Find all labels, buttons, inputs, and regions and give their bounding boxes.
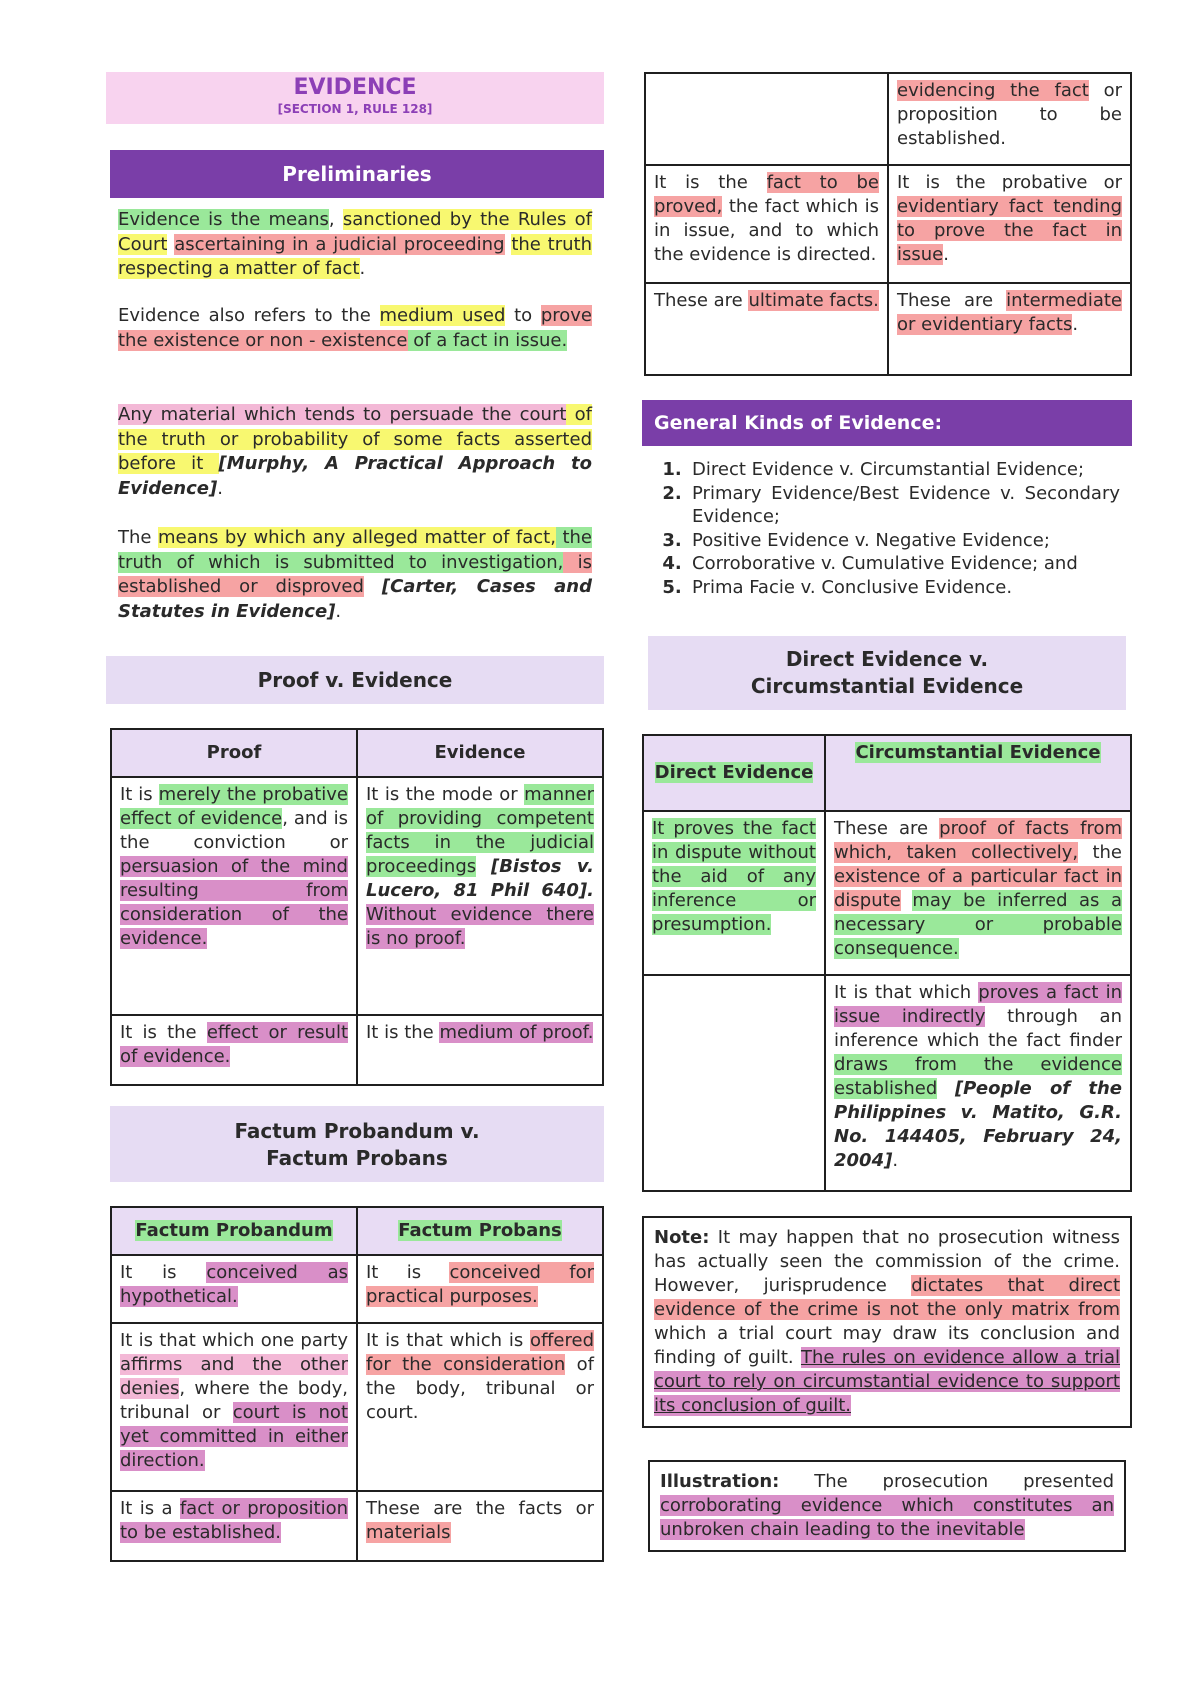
text: materials (366, 1522, 451, 1543)
text: persuasion of the mind resulting from consideration of the evidence. (120, 856, 348, 949)
list-item: 2. Primary Evidence/Best Evidence v. Secondary Evidence; (688, 482, 1120, 529)
text: through an inference which the fact finder (834, 1006, 1122, 1051)
table-cell (645, 283, 888, 375)
table-cell (357, 1255, 603, 1323)
factum-heading-line: Factum Probandum v. (234, 1119, 480, 1143)
text: Evidence also refers to the (118, 305, 380, 326)
text: the truth of which is submitted to investigation, (118, 527, 592, 573)
text (364, 576, 382, 597)
text: affirms and the other denies (120, 1354, 348, 1399)
direct-v-circ-heading (648, 636, 1126, 710)
text: effect or result of evidence. (120, 1022, 348, 1067)
text: is established or disproved (118, 551, 592, 597)
list-item: 3. Positive Evidence v. Negative Evidence; (688, 529, 1120, 553)
table-cell (111, 1255, 357, 1323)
preliminaries-p1 (118, 208, 592, 282)
general-kinds-heading (642, 400, 1132, 446)
text: It is that which one party (120, 1330, 348, 1351)
text: These are (654, 290, 749, 311)
preliminaries-p3 (118, 403, 592, 501)
page-title: EVIDENCE (293, 75, 417, 100)
text: of a fact in issue. (407, 329, 568, 351)
note-box (642, 1216, 1132, 1428)
text: proof of facts from which, taken collectively, (834, 818, 1123, 863)
text: evidentiary fact tending to prove the fact in issue (897, 196, 1122, 265)
text: corroborating evidence which constitutes an unbroken chain leading to the inevitable (660, 1495, 1114, 1540)
table-cell (645, 165, 888, 283)
text: It is (120, 784, 159, 805)
preliminaries-heading-text: Preliminaries (282, 162, 432, 186)
text: sanctioned by the Rules of Court (118, 209, 592, 255)
text (901, 890, 913, 911)
list-item: 1. Direct Evidence v. Circumstantial Evidence; (688, 458, 1120, 482)
illustration-label: Illustration: (660, 1471, 780, 1492)
general-kinds-list (642, 458, 1120, 599)
text: Any material which tends to persuade the court (118, 404, 567, 425)
factum-table (110, 1206, 604, 1562)
preliminaries-p4 (118, 526, 592, 624)
text: , where the body, tribunal or (120, 1378, 348, 1423)
table-cell (888, 73, 1131, 165)
illustration-box (648, 1460, 1126, 1552)
text: evidencing the fact (897, 80, 1089, 101)
text: conceived for practical purposes. (366, 1262, 594, 1307)
kinds-ordered-list (642, 458, 1120, 599)
text: . (335, 600, 342, 622)
text: Direct Evidence (654, 762, 814, 783)
citation: [Bistos v. Lucero, 81 Phil 640]. (366, 856, 594, 901)
text: Circumstantial Evidence (855, 742, 1101, 763)
text: Without evidence there is no proof. (366, 904, 594, 949)
table-cell (357, 1015, 603, 1085)
table-cell (357, 777, 603, 1015)
text: These are (834, 818, 940, 839)
factum-heading-line: Factum Probans (266, 1146, 448, 1170)
text: conceived as hypothetical. (120, 1262, 348, 1307)
column-header (643, 735, 825, 811)
text: proves a fact in issue indirectly (834, 982, 1122, 1027)
table-cell (888, 283, 1131, 375)
proof-v-evidence-table (110, 728, 604, 1086)
text: fact or proposition to be established. (120, 1498, 348, 1543)
text: It is that which is (366, 1330, 530, 1351)
text: It is the (366, 1022, 440, 1043)
direct-v-circ-heading-line: Circumstantial Evidence (750, 674, 1024, 698)
text: It is the mode or (366, 784, 525, 805)
column-header: Evidence (357, 729, 603, 777)
text: It is the probative or (897, 172, 1122, 193)
text: fact to be proved, (654, 172, 879, 217)
text: . (359, 258, 366, 279)
text: It proves the fact in dispute without the aid of any inference or presumption. (652, 818, 816, 935)
text: It is (120, 1262, 207, 1283)
text: manner of providing competent facts in the judicial proceedings (366, 784, 594, 877)
text: to (505, 305, 541, 326)
text: The (118, 527, 158, 548)
text: It is the (654, 172, 767, 193)
text: medium used (379, 305, 506, 326)
text: the truth respecting a matter of fact (118, 233, 593, 279)
text: merely the probative effect of evidence (120, 784, 348, 829)
text: It is that which (834, 982, 979, 1003)
table-cell (357, 1323, 603, 1491)
column-header (825, 735, 1131, 811)
text: These are the facts or (366, 1498, 594, 1519)
text: court is not yet committed in either direction. (120, 1402, 349, 1471)
citation: [Murphy, A Practical Approach to Evidence] (118, 453, 592, 499)
text: of the truth or probability of some facts asserted before it (118, 404, 593, 474)
direct-v-circ-table (642, 734, 1132, 1192)
table-cell (111, 777, 357, 1015)
preliminaries-p2 (118, 304, 592, 353)
text: prove the existence or non - existence (118, 305, 592, 351)
general-kinds-heading-text: General Kinds of Evidence: (654, 412, 943, 434)
text: , and is the conviction or (120, 808, 348, 853)
text: These are (897, 290, 1007, 311)
note-label: Note: (654, 1227, 710, 1248)
text: ascertaining in a judicial proceeding (174, 233, 505, 255)
page-subtitle: [SECTION 1, RULE 128] (277, 102, 433, 116)
text: offered for the consideration (366, 1330, 594, 1375)
table-cell (357, 1491, 603, 1561)
text: . (943, 244, 949, 265)
table-cell (111, 1323, 357, 1491)
citation: [Carter, Cases and Statutes in Evidence] (118, 576, 593, 622)
text: Evidence is the means (118, 209, 329, 230)
text: the fact which is in issue, and to which the evidence is directed. (654, 196, 879, 265)
proof-v-evidence-heading (106, 656, 604, 704)
text: . (892, 1150, 899, 1171)
list-item: 5. Prima Facie v. Conclusive Evidence. (688, 576, 1120, 600)
text: intermediate or evidentiary facts (897, 290, 1122, 335)
text: medium of proof. (439, 1022, 594, 1043)
text: which a trial court may draw its conclusion and finding of guilt. (654, 1323, 1120, 1368)
list-item: 4. Corroborative v. Cumulative Evidence; and (688, 552, 1120, 576)
preliminaries-heading (110, 150, 604, 198)
direct-v-circ-heading-line: Direct Evidence v. (785, 647, 989, 671)
text: It is a (120, 1498, 180, 1519)
column-header (111, 1207, 357, 1255)
text: It is (366, 1262, 450, 1283)
text: means by which any alleged matter of fact, (157, 527, 556, 548)
text: , (328, 209, 343, 230)
table-cell (645, 73, 888, 165)
text: ultimate facts. (748, 290, 879, 311)
text: existence of a particular fact in dispute (834, 866, 1122, 911)
table-cell (111, 1015, 357, 1085)
text (937, 1078, 955, 1099)
factum-heading (110, 1106, 604, 1182)
table-cell (643, 811, 825, 975)
continued-table (644, 72, 1132, 376)
text: Factum Probans (398, 1220, 562, 1241)
text: Factum Probandum (135, 1220, 333, 1241)
text: dictates that direct evidence of the crime is not the only matrix from (654, 1275, 1120, 1320)
text: The rules on evidence allow a trial court to rely on circumstantial evidence to support its conclusion of guilt. (654, 1347, 1120, 1416)
table-cell (888, 165, 1131, 283)
text: the (1078, 842, 1122, 863)
table-cell (643, 975, 825, 1191)
text (476, 856, 491, 877)
text: draws from the evidence established (834, 1054, 1122, 1099)
text: may be inferred as a necessary or probable consequence. (834, 890, 1122, 959)
text: It is the (120, 1022, 207, 1043)
text: . (217, 477, 223, 499)
text: of the body, tribunal or court. (366, 1354, 594, 1423)
title-block (106, 72, 604, 124)
text: or proposition to be established. (897, 80, 1122, 149)
table-cell (825, 811, 1131, 975)
table-cell (111, 1491, 357, 1561)
table-cell (825, 975, 1131, 1191)
text: The prosecution presented (779, 1471, 1114, 1492)
text: It may happen that no prosecution witness has actually seen the commission of the crime. However, jurisprudence (654, 1227, 1120, 1296)
citation: [People of the Philippines v. Matito, G.R. No. 144405, February 24, 2004] (834, 1078, 1122, 1171)
column-header: Proof (111, 729, 357, 777)
proof-v-evidence-heading-text: Proof v. Evidence (257, 668, 453, 692)
column-header (357, 1207, 603, 1255)
text: . (1072, 314, 1079, 335)
